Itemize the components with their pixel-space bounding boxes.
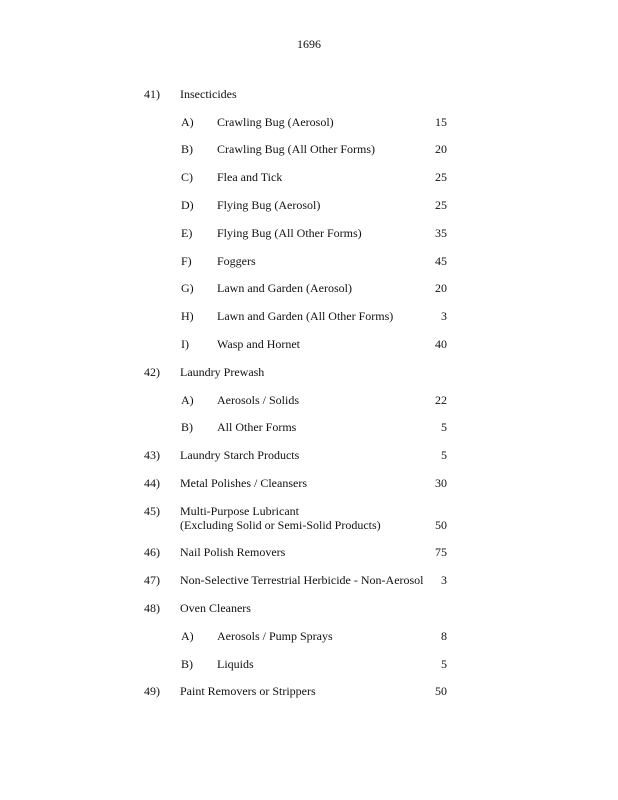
category-row-metal-polishes: [0, 476, 618, 490]
limit-value: 3: [441, 573, 447, 587]
limit-value: 35: [435, 226, 447, 240]
limit-value: 5: [441, 420, 447, 434]
subcategory-row: [0, 337, 618, 351]
category-name: Multi-Purpose Lubricant: [180, 504, 299, 518]
category-number: 44): [144, 476, 160, 490]
subcategory-letter: H): [181, 309, 194, 323]
subcategory-row: [0, 629, 618, 643]
category-number: 47): [144, 573, 160, 587]
page-number: 1696: [297, 37, 321, 51]
subcategory-row: [0, 142, 618, 156]
category-number: 43): [144, 448, 160, 462]
limit-value: 15: [435, 115, 447, 129]
subcategory-letter: A): [181, 393, 194, 407]
category-row-herbicide: [0, 573, 618, 587]
subcategory-name: Lawn and Garden (Aerosol): [217, 281, 352, 295]
subcategory-name: Crawling Bug (Aerosol): [217, 115, 334, 129]
category-row-paint-removers: [0, 684, 618, 698]
category-number: 46): [144, 545, 160, 559]
subcategory-name: Liquids: [217, 657, 254, 671]
limit-value: 50: [435, 684, 447, 698]
subcategory-letter: F): [181, 254, 192, 268]
limit-value: 75: [435, 545, 447, 559]
subcategory-row: [0, 420, 618, 434]
subcategory-name: Flea and Tick: [217, 170, 283, 184]
subcategory-letter: C): [181, 170, 193, 184]
category-number: 42): [144, 365, 160, 379]
subcategory-letter: B): [181, 420, 193, 434]
category-row-multi-purpose-lubricant: [0, 504, 618, 518]
category-name: Oven Cleaners: [180, 601, 251, 615]
category-row-continuation: [0, 518, 618, 532]
category-name: Insecticides: [180, 87, 237, 101]
category-row-oven-cleaners: [0, 601, 618, 615]
subcategory-name: All Other Forms: [217, 420, 297, 434]
subcategory-row: [0, 226, 618, 240]
subcategory-letter: D): [181, 198, 194, 212]
subcategory-row: [0, 198, 618, 212]
category-name: Paint Removers or Strippers: [180, 684, 316, 698]
category-row-laundry-prewash: [0, 365, 618, 379]
subcategory-letter: E): [181, 226, 193, 240]
subcategory-name: Lawn and Garden (All Other Forms): [217, 309, 394, 323]
limit-value: 22: [435, 393, 447, 407]
subcategory-row: [0, 657, 618, 671]
category-number: 49): [144, 684, 160, 698]
subcategory-row: [0, 254, 618, 268]
subcategory-row: [0, 170, 618, 184]
category-row-laundry-starch: [0, 448, 618, 462]
subcategory-name: Aerosols / Solids: [217, 393, 300, 407]
subcategory-letter: G): [181, 281, 194, 295]
category-name: Metal Polishes / Cleansers: [180, 476, 307, 490]
category-name: Laundry Starch Products: [180, 448, 300, 462]
subcategory-letter: B): [181, 657, 193, 671]
subcategory-name: Flying Bug (All Other Forms): [217, 226, 362, 240]
limit-value: 5: [441, 448, 447, 462]
category-number: 45): [144, 504, 160, 518]
limit-value: 40: [435, 337, 447, 351]
limit-value: 20: [435, 281, 447, 295]
subcategory-letter: I): [181, 337, 189, 351]
subcategory-name: Wasp and Hornet: [217, 337, 301, 351]
subcategory-letter: A): [181, 629, 194, 643]
limit-value: 30: [435, 476, 447, 490]
subcategory-name: Crawling Bug (All Other Forms): [217, 142, 375, 156]
limit-value: 20: [435, 142, 447, 156]
category-name: Non-Selective Terrestrial Herbicide - Non-Aerosol: [180, 573, 424, 587]
limit-value: 50: [435, 518, 447, 532]
category-name-continued: (Excluding Solid or Semi-Solid Products): [180, 518, 381, 532]
subcategory-name: Aerosols / Pump Sprays: [217, 629, 333, 643]
category-number: 41): [144, 87, 160, 101]
limit-value: 45: [435, 254, 447, 268]
limit-value: 5: [441, 657, 447, 671]
subcategory-name: Flying Bug (Aerosol): [217, 198, 321, 212]
subcategory-row: [0, 281, 618, 295]
subcategory-letter: A): [181, 115, 194, 129]
subcategory-row: [0, 309, 618, 323]
limit-value: 8: [441, 629, 447, 643]
subcategory-row: [0, 115, 618, 129]
category-name: Laundry Prewash: [180, 365, 265, 379]
limit-value: 25: [435, 198, 447, 212]
category-row-insecticides: [0, 87, 618, 101]
limit-value: 3: [441, 309, 447, 323]
category-name: Nail Polish Removers: [180, 545, 286, 559]
subcategory-row: [0, 393, 618, 407]
subcategory-name: Foggers: [217, 254, 256, 268]
category-number: 48): [144, 601, 160, 615]
category-row-nail-polish-removers: [0, 545, 618, 559]
limit-value: 25: [435, 170, 447, 184]
subcategory-letter: B): [181, 142, 193, 156]
